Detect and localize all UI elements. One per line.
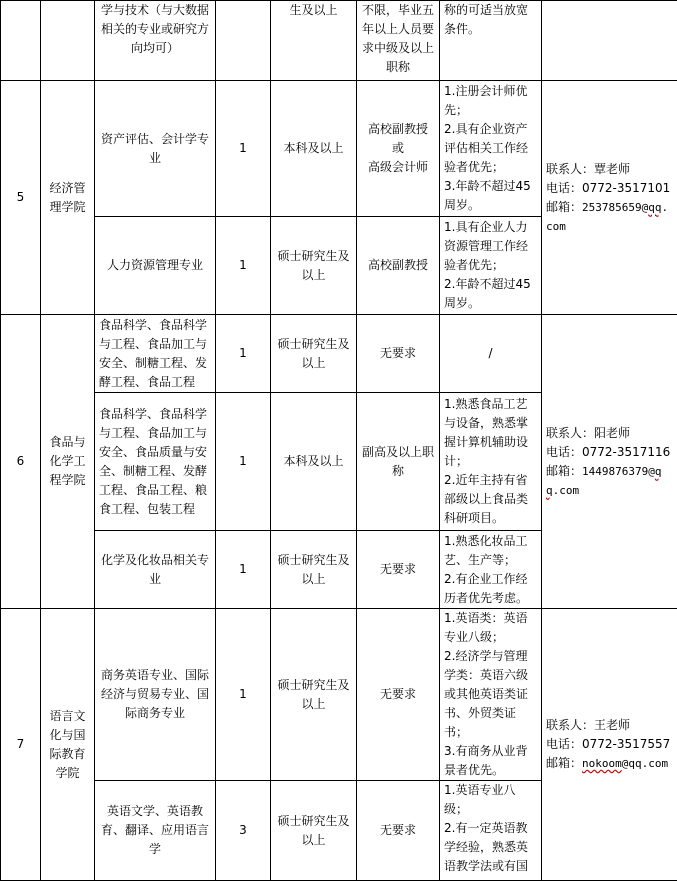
contact-cell (542, 1, 677, 81)
major-cell: 资产评估、会计学专业 (95, 81, 216, 217)
email-suffix: .com (553, 484, 580, 497)
table-row (1, 609, 677, 781)
count-cell: 1 (216, 81, 271, 217)
contact-email (546, 754, 673, 773)
count-cell: 3 (216, 781, 271, 881)
contact-email (546, 198, 673, 236)
contact-name: 联系人：阳老师 (546, 424, 673, 443)
seq-cell: 7 (1, 609, 41, 881)
contact-cell (542, 609, 677, 881)
email-label: 邮箱： (546, 200, 582, 214)
req-cell: 1.熟悉化妆品工艺、生产等； 2.有企业工作经历者优先考虑。 (440, 531, 542, 609)
edu-cell: 本科及以上 (271, 81, 357, 217)
major-cell: 食品科学、食品科学与工程、食品加工与安全、食品质量与安全、制糖工程、发酵工程、食品工程、粮食工程、包装工程 (95, 393, 216, 531)
table-row (1, 315, 677, 393)
edu-cell: 本科及以上 (271, 393, 357, 531)
major-cell: 食品科学、食品科学与工程、食品加工与安全、制糖工程、发酵工程、食品工程 (95, 315, 216, 393)
req-cell: 1.英语类：英语专业八级； 2.经济学与管理学类：英语六级或其他英语类证书、外贸类证书； 3.有商务从业背景者优先。 (440, 609, 542, 781)
major-cell: 化学及化妆品相关专业 (95, 531, 216, 609)
contact-cell (542, 81, 677, 315)
email-suffix: @qq.com (622, 757, 668, 770)
count-cell: 1 (216, 315, 271, 393)
title-cell: 高校副教授 或 高级会计师 (357, 81, 440, 217)
count-cell: 1 (216, 609, 271, 781)
table-row (1, 81, 677, 217)
contact-email (546, 462, 673, 500)
dept-cell: 语言文化与国际教育学院 (41, 609, 95, 881)
count-cell: 1 (216, 531, 271, 609)
email-part: 253785659@ (582, 201, 648, 214)
email-suffix: .com (546, 201, 668, 233)
req-cell: 1.注册会计师优先； 2.具有企业资产评估相关工作经验者优先； 3.年龄不超过45周岁。 (440, 81, 542, 217)
edu-cell: 硕士研究生及以上 (271, 315, 357, 393)
edu-cell: 硕士研究生及以上 (271, 781, 357, 881)
edu-cell: 硕士研究生及以上 (271, 217, 357, 315)
contact-phone: 电话：0772-3517557 (546, 735, 673, 754)
contact-phone: 电话：0772-3517116 (546, 443, 673, 462)
contact-name: 联系人：王老师 (546, 716, 673, 735)
dept-cell: 食品与化学工程学院 (41, 315, 95, 609)
major-cell: 人力资源管理专业 (95, 217, 216, 315)
major-cell: 商务英语专业、国际经济与贸易专业、国际商务专业 (95, 609, 216, 781)
email-part: 1449876379@ (582, 465, 655, 478)
dept-cell: 经济管理学院 (41, 81, 95, 315)
major-cell: 英语文学、英语教育、翻译、应用语言学 (95, 781, 216, 881)
req-cell: 1.英语专业八级； 2.有一定英语教学经验，熟悉英语教学法或有国 (440, 781, 542, 881)
title-cell: 无要求 (357, 531, 440, 609)
dept-cell (41, 1, 95, 81)
seq-cell: 5 (1, 81, 41, 315)
edu-cell: 生及以上 (271, 1, 357, 81)
contact-phone: 电话：0772-3517101 (546, 179, 673, 198)
title-cell: 无要求 (357, 315, 440, 393)
req-cell: / (440, 315, 542, 393)
email-label: 邮箱： (546, 756, 582, 770)
contact-name: 联系人：覃老师 (546, 160, 673, 179)
table-row (1, 1, 677, 81)
contact-cell (542, 315, 677, 609)
title-cell: 无要求 (357, 781, 440, 881)
count-cell: 1 (216, 393, 271, 531)
title-cell: 无要求 (357, 609, 440, 781)
seq-cell (1, 1, 41, 81)
seq-cell: 6 (1, 315, 41, 609)
title-cell: 高校副教授 (357, 217, 440, 315)
req-cell: 称的可适当放宽条件。 (440, 1, 542, 81)
email-domain: qq (546, 465, 662, 497)
major-cell: 学与技术（与大数据相关的专业或研究方向均可） (95, 1, 216, 81)
count-cell (216, 1, 271, 81)
email-domain: nokoom (582, 757, 622, 770)
title-cell: 不限，毕业五年以上人员要求中级及以上职称 (357, 1, 440, 81)
req-cell: 1.熟悉食品工艺与设备，熟悉掌握计算机辅助设计； 2.近年主持有省部级以上食品类科研项目。 (440, 393, 542, 531)
email-label: 邮箱： (546, 464, 582, 478)
email-domain: qq (648, 201, 661, 214)
count-cell: 1 (216, 217, 271, 315)
edu-cell: 硕士研究生及以上 (271, 609, 357, 781)
edu-cell: 硕士研究生及以上 (271, 531, 357, 609)
title-cell: 副高及以上职称 (357, 393, 440, 531)
req-cell: 1.具有企业人力资源管理工作经验者优先； 2.年龄不超过45周岁。 (440, 217, 542, 315)
